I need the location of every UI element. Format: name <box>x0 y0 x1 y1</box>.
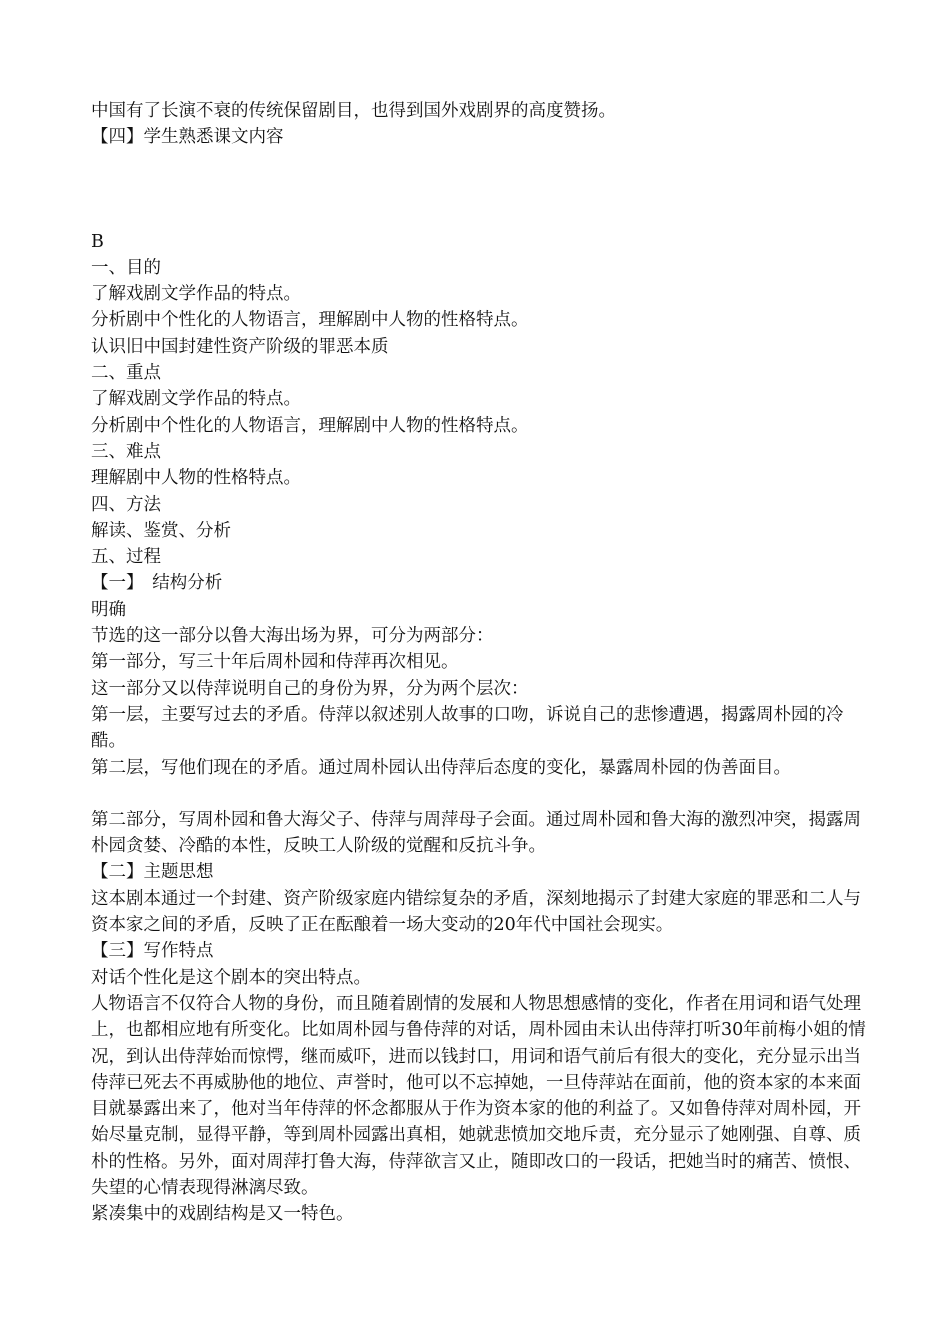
aim-item: 认识旧中国封建性资产阶级的罪恶本质 <box>91 336 389 357</box>
writing-conclusion: 紧凑集中的戏剧结构是又一特色。 <box>91 1204 354 1225</box>
method-title: 四、方法 <box>91 494 161 515</box>
aim-item: 了解戏剧文学作品的特点。 <box>91 284 301 305</box>
writing-intro: 对话个性化是这个剧本的突出特点。 <box>91 967 371 988</box>
method-item: 解读、鉴赏、分析 <box>91 520 231 541</box>
writing-paragraph: 人物语言不仅符合人物的身份，而且随着剧情的发展和人物思想感情的变化，作者在用词和语气处理上，也都相应地有所变化。比如周朴园与鲁侍萍的对话，周朴园由未认出侍萍打听30年前梅小姐的情况，到认出侍萍始而惊愕，继而威吓，进而以钱封口，用词和语气前后有很大的变化，充分显示出当侍萍已死去不再威胁他的地位、声誉时，他可以不忘掉她，一旦侍萍站在面前，他的资本家的本来面目就暴露出来了，他对当年侍萍的怀念都服从于作为资本家的他的利益了。又如鲁侍萍对周朴园，开始尽量克制，显得平静，等到周朴园露出真相，她就悲愤加交地斥责，充分显示了她刚强、自尊、质朴的性格。另外，面对周萍打鲁大海，侍萍欲言又止，随即改口的一段话，把她当时的痛苦、愤恨、失望的心情表现得淋漓尽致。 <box>91 993 866 1198</box>
structure-line: 节选的这一部分以鲁大海出场为界，可分为两部分： <box>91 626 494 647</box>
process-title: 五、过程 <box>91 547 161 568</box>
clarify-label: 明确 <box>91 599 126 620</box>
theme-paragraph: 这本剧本通过一个封建、资产阶级家庭内错综复杂的矛盾，深刻地揭示了封建大家庭的罪恶和二人与资本家之间的矛盾，反映了正在酝酿着一场大变动的20年代中国社会现实。 <box>91 888 861 936</box>
spacer <box>91 151 866 229</box>
structure-line: 第一部分，写三十年后周朴园和侍萍再次相见。 <box>91 652 459 673</box>
focus-title: 二、重点 <box>91 363 161 384</box>
part2-paragraph: 第二部分，写周朴园和鲁大海父子、侍萍与周萍母子会面。通过周朴园和鲁大海的激烈冲突，揭露周朴园贪婪、冷酷的本性，反映工人阶级的觉醒和反抗斗争。 <box>91 809 861 857</box>
difficulty-title: 三、难点 <box>91 441 161 462</box>
section-heading: B <box>91 231 104 252</box>
structure-line: 这一部分又以侍萍说明自己的身份为界，分为两个层次： <box>91 678 529 699</box>
layer2-paragraph: 第二层，写他们现在的矛盾。通过周朴园认出侍萍后态度的变化，暴露周朴园的伪善面目。 <box>91 757 791 778</box>
spacer <box>91 781 866 807</box>
focus-item: 分析剧中个性化的人物语言，理解剧中人物的性格特点。 <box>91 415 529 436</box>
aim-title: 一、目的 <box>91 257 161 278</box>
layer1-paragraph: 第一层，主要写过去的矛盾。侍萍以叙述别人故事的口吻，诉说自己的悲惨遭遇，揭露周朴园的冷酷。 <box>91 704 844 752</box>
difficulty-item: 理解剧中人物的性格特点。 <box>91 468 301 489</box>
writing-title: 【三】写作特点 <box>91 941 214 962</box>
structure-title: 【一】 结构分析 <box>91 573 223 594</box>
subsection-heading: 【四】学生熟悉课文内容 <box>91 127 284 148</box>
document-page <box>91 98 866 1228</box>
focus-item: 了解戏剧文学作品的特点。 <box>91 389 301 410</box>
aim-item: 分析剧中个性化的人物语言，理解剧中人物的性格特点。 <box>91 310 529 331</box>
theme-title: 【二】主题思想 <box>91 862 214 883</box>
text-line: 中国有了长演不衰的传统保留剧目，也得到国外戏剧界的高度赞扬。 <box>91 101 616 121</box>
